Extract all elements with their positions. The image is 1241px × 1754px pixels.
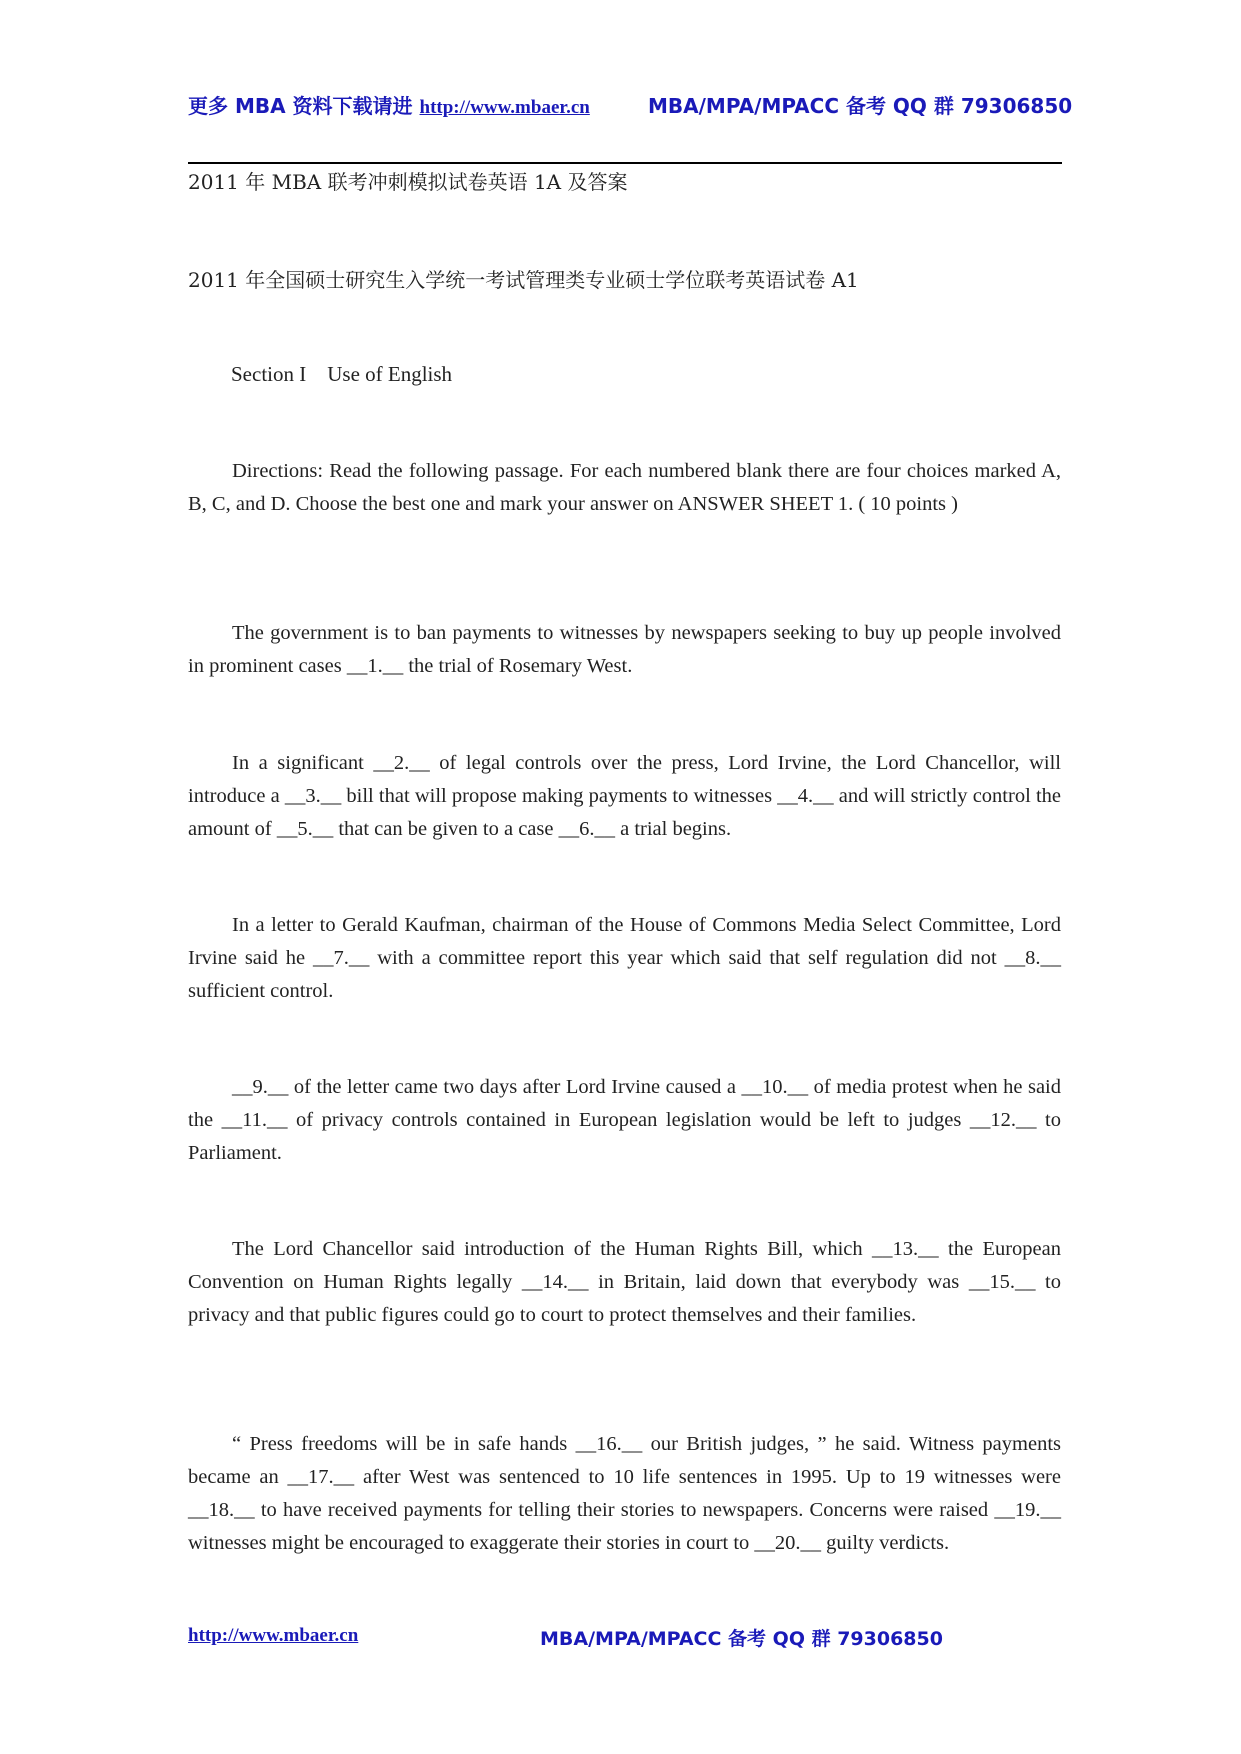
- paragraph-2: In a significant __2.__ of legal controls over the press, Lord Irvine, the Lord Chancellor, will introduce a __3.__ bill that will propose making payments to witnesses __4.__ and will strictly control the amount of __5.__ that can be given to a case __6.__ a trial begins.: [188, 752, 1061, 840]
- footer-qq-group: MBA/MPA/MPACC 备考 QQ 群 79306850: [540, 1628, 943, 1650]
- paragraph-5: The Lord Chancellor said introduction of the Human Rights Bill, which __13.__ the European Convention on Human Rights legally __14.__ in Britain, laid down that everybody was __15.__ to privacy and that public figures could go to court to protect themselves and their families.: [188, 1238, 1061, 1326]
- paragraph-3: In a letter to Gerald Kaufman, chairman of the House of Commons Media Select Committee, Lord Irvine said he __7.__ with a committee report this year which said that self regulation did not __8.__ sufficient control.: [188, 914, 1061, 1002]
- paragraph-6: “ Press freedoms will be in safe hands __16.__ our British judges, ” he said. Witness payments became an __17.__ after West was sentenced to 10 life sentences in 1995. Up to 19 witnesses were __18.__ to have received payments for telling their stories to newspapers. Concerns were raised __19.__ witnesses might be encouraged to exaggerate their stories in court to __20.__ guilty verdicts.: [188, 1433, 1061, 1554]
- paragraph-4: __9.__ of the letter came two days after Lord Irvine caused a __10.__ of media protest when he said the __11.__ of privacy controls contained in European legislation would be left to judges __12.__ to Parliament.: [188, 1076, 1061, 1164]
- header-prefix: 更多 MBA 资料下载请进: [188, 94, 420, 118]
- header-link[interactable]: http://www.mbaer.cn: [419, 97, 590, 118]
- directions: Directions: Read the following passage. For each numbered blank there are four choices marked A, B, C, and D. Choose the best one and mark your answer on ANSWER SHEET 1. ( 10 points ): [188, 460, 1061, 515]
- header-qq-group: MBA/MPA/MPACC 备考 QQ 群 79306850: [648, 94, 1073, 118]
- paragraph-1: The government is to ban payments to witnesses by newspapers seeking to buy up people involved in prominent cases __1.__ the trial of Rosemary West.: [188, 622, 1061, 677]
- page-header: [188, 90, 1073, 119]
- document-title: 2011 年 MBA 联考冲刺模拟试卷英语 1A 及答案: [188, 170, 628, 194]
- exam-title: 2011 年全国硕士研究生入学统一考试管理类专业硕士学位联考英语试卷 A1: [188, 268, 859, 292]
- header-rule: [188, 162, 1062, 164]
- footer-link[interactable]: http://www.mbaer.cn: [188, 1625, 359, 1646]
- section-heading: Section I Use of English: [231, 362, 453, 386]
- page-footer: [188, 1624, 1058, 1650]
